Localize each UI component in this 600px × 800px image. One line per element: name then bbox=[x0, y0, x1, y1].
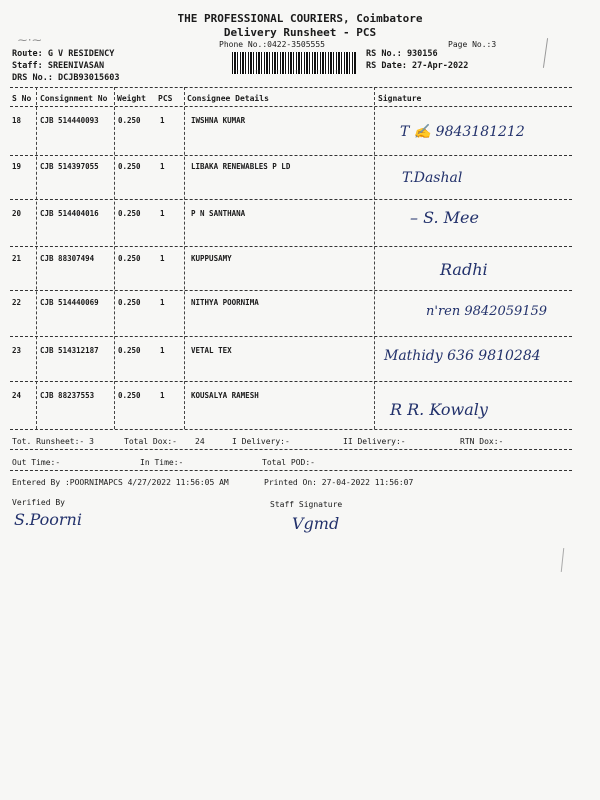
row-sno: 20 bbox=[12, 209, 22, 218]
col-consignee: Consignee Details bbox=[187, 94, 269, 103]
out-time: Out Time:- bbox=[12, 458, 61, 467]
row-consignment: CJB 514404016 bbox=[40, 209, 99, 218]
document-subtitle: Delivery Runsheet - PCS bbox=[223, 26, 377, 39]
row-consignee: NITHYA POORNIMA bbox=[191, 298, 259, 307]
row-pcs: 1 bbox=[160, 298, 165, 307]
row-pcs: 1 bbox=[160, 346, 165, 355]
row-consignment: CJB 88237553 bbox=[40, 391, 95, 400]
row-weight: 0.250 bbox=[118, 116, 141, 125]
row-consignee: KOUSALYA RAMESH bbox=[191, 391, 259, 400]
row-signature: Mathidy 636 9810284 bbox=[384, 348, 541, 364]
row-sno: 18 bbox=[12, 116, 22, 125]
row-consignment: CJB 514440069 bbox=[40, 298, 99, 307]
row-consignee: LIBAKA RENEWABLES P LD bbox=[191, 162, 291, 171]
row-sno: 23 bbox=[12, 346, 22, 355]
row-signature: R R. Kowaly bbox=[390, 400, 488, 419]
row-pcs: 1 bbox=[160, 254, 165, 263]
route: Route: G V RESIDENCY bbox=[12, 49, 115, 59]
col-weight: Weight bbox=[117, 94, 146, 103]
rs-number: RS No.: 930156 bbox=[366, 49, 438, 59]
phone-number: Phone No.:0422-3505555 bbox=[219, 40, 325, 49]
row-pcs: 1 bbox=[160, 116, 165, 125]
total-dox-value: 24 bbox=[195, 437, 205, 446]
row-signature: Radhi bbox=[440, 260, 488, 279]
col-signature: Signature bbox=[378, 94, 422, 103]
col-sno: S No bbox=[12, 94, 32, 103]
row-weight: 0.250 bbox=[118, 391, 141, 400]
total-pod: Total POD:- bbox=[262, 458, 315, 467]
rs-date: RS Date: 27-Apr-2022 bbox=[366, 61, 469, 71]
row-pcs: 1 bbox=[160, 162, 165, 171]
margin-mark bbox=[561, 548, 565, 572]
barcode-image bbox=[232, 52, 356, 74]
staff: Staff: SREENIVASAN bbox=[12, 61, 105, 71]
row-sno: 19 bbox=[12, 162, 22, 171]
staff-signature-mark: Vgmd bbox=[292, 514, 340, 533]
row-signature: n'ren 9842059159 bbox=[426, 304, 548, 319]
row-consignee: VETAL TEX bbox=[191, 346, 232, 355]
scribble-mark: ⁓·⁓ bbox=[18, 36, 42, 46]
row-consignment: CJB 514397055 bbox=[40, 162, 99, 171]
row-sno: 22 bbox=[12, 298, 22, 307]
row-consignee: IWSHNA KUMAR bbox=[191, 116, 246, 125]
row-weight: 0.250 bbox=[118, 162, 141, 171]
row-consignment: CJB 514440093 bbox=[40, 116, 99, 125]
verified-signature: S.Poorni bbox=[14, 510, 82, 529]
drs-number: DRS No.: DCJB93015603 bbox=[12, 73, 120, 83]
row-consignment: CJB 514312187 bbox=[40, 346, 99, 355]
row-signature: – S. Mee bbox=[410, 208, 479, 227]
entered-by: Entered By :POORNIMAPCS 4/27/2022 11:56:05 AM bbox=[12, 478, 229, 487]
company-title: THE PROFESSIONAL COURIERS, Coimbatore bbox=[177, 12, 423, 25]
row-weight: 0.250 bbox=[118, 298, 141, 307]
row-sno: 24 bbox=[12, 391, 22, 400]
printed-on: Printed On: 27-04-2022 11:56:07 bbox=[264, 478, 414, 487]
row-consignee: P N SANTHANA bbox=[191, 209, 246, 218]
col-consignment: Consignment No bbox=[40, 94, 108, 103]
total-runsheet: Tot. Runsheet:- 3 bbox=[12, 437, 94, 446]
row-sno: 21 bbox=[12, 254, 22, 263]
ii-delivery: II Delivery:- bbox=[343, 437, 406, 446]
row-signature: T ✍ 9843181212 bbox=[400, 124, 525, 140]
i-delivery: I Delivery:- bbox=[232, 437, 290, 446]
row-weight: 0.250 bbox=[118, 209, 141, 218]
col-pcs: PCS bbox=[158, 94, 173, 103]
total-dox-label: Total Dox:- bbox=[124, 437, 177, 446]
margin-mark bbox=[543, 38, 548, 68]
verified-by-label: Verified By bbox=[12, 498, 65, 507]
staff-signature-label: Staff Signature bbox=[270, 500, 343, 509]
rtn-dox: RTN Dox:- bbox=[460, 437, 504, 446]
row-consignment: CJB 88307494 bbox=[40, 254, 95, 263]
row-signature: T.Dashal bbox=[402, 170, 463, 186]
row-weight: 0.250 bbox=[118, 254, 141, 263]
in-time: In Time:- bbox=[140, 458, 184, 467]
row-pcs: 1 bbox=[160, 391, 165, 400]
row-pcs: 1 bbox=[160, 209, 165, 218]
page-number: Page No.:3 bbox=[448, 40, 497, 49]
row-consignee: KUPPUSAMY bbox=[191, 254, 232, 263]
row-weight: 0.250 bbox=[118, 346, 141, 355]
